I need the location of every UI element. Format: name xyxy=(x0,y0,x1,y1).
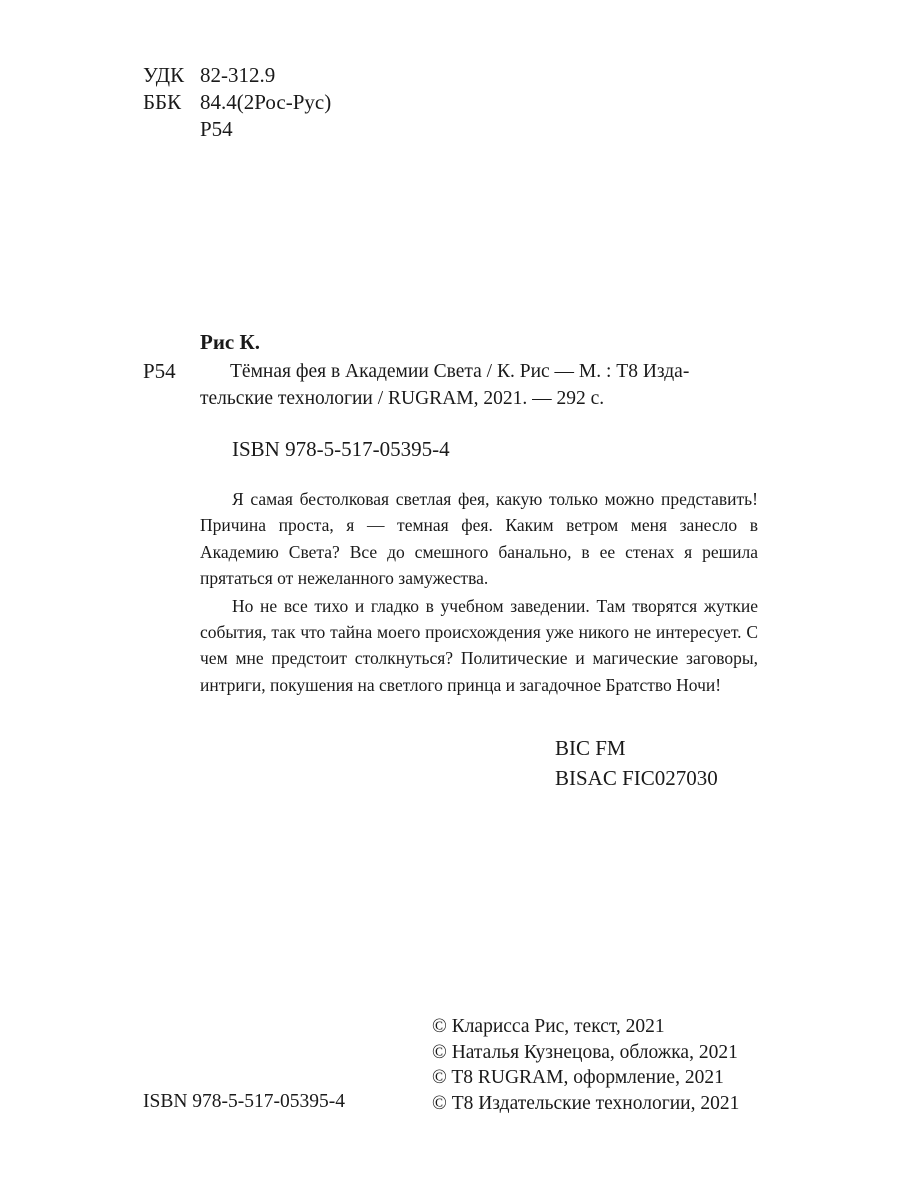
record-isbn: ISBN 978-5-517-05395-4 xyxy=(232,437,450,461)
bic-code: BIC FM xyxy=(555,736,626,760)
record-description xyxy=(200,358,760,412)
annotation xyxy=(200,486,758,698)
copyright-line: © Т8 Издательские технологии, 2021 xyxy=(432,1092,740,1114)
copyright-block xyxy=(432,1014,739,1116)
udk-row xyxy=(143,62,275,89)
udk-label: УДК xyxy=(143,63,185,87)
udk-value: 82-312.9 xyxy=(200,63,276,87)
copyright-line: © Наталья Кузнецова, обложка, 2021 xyxy=(432,1041,738,1063)
record-line-1: Тёмная фея в Академии Света / К. Рис — М. : Т8 Изда- xyxy=(230,361,690,382)
copyright-line: © T8 RUGRAM, оформление, 2021 xyxy=(432,1067,724,1088)
bbk-label: ББК xyxy=(143,90,182,114)
record-author-mark: Р54 xyxy=(143,359,176,383)
bisac-code: BISAC FIC027030 xyxy=(555,766,718,790)
subject-codes xyxy=(555,733,718,793)
bbk-row xyxy=(143,89,331,116)
record-author: Рис К. xyxy=(200,330,260,354)
copyright-line: © Кларисса Рис, текст, 2021 xyxy=(432,1016,665,1037)
annotation-paragraph-2: Но не все тихо и гладко в учебном заведении. Там творятся жуткие события, так что тайна моего происхождения уже никого не интересует. С чем мне предстоит столкнуться? Политические и магические заговоры, интриги, покушения на светлого принца и загадочное Братство Ночи! xyxy=(200,595,758,695)
author-mark: Р54 xyxy=(200,117,233,141)
footer-isbn: ISBN 978-5-517-05395-4 xyxy=(143,1091,346,1112)
record-line-2: тельские технологии / RUGRAM, 2021. — 292 с. xyxy=(200,388,605,409)
annotation-paragraph-1: Я самая бестолковая светлая фея, какую только можно представить! Причина проста, я — темная фея. Каким ветром меня занесло в Академию Света? Все до смешного банально, в ее стенах я решила прятаться от нежеланного замужества. xyxy=(200,489,758,589)
author-mark-row xyxy=(143,116,233,143)
bbk-value: 84.4(2Рос-Рус) xyxy=(200,90,332,114)
